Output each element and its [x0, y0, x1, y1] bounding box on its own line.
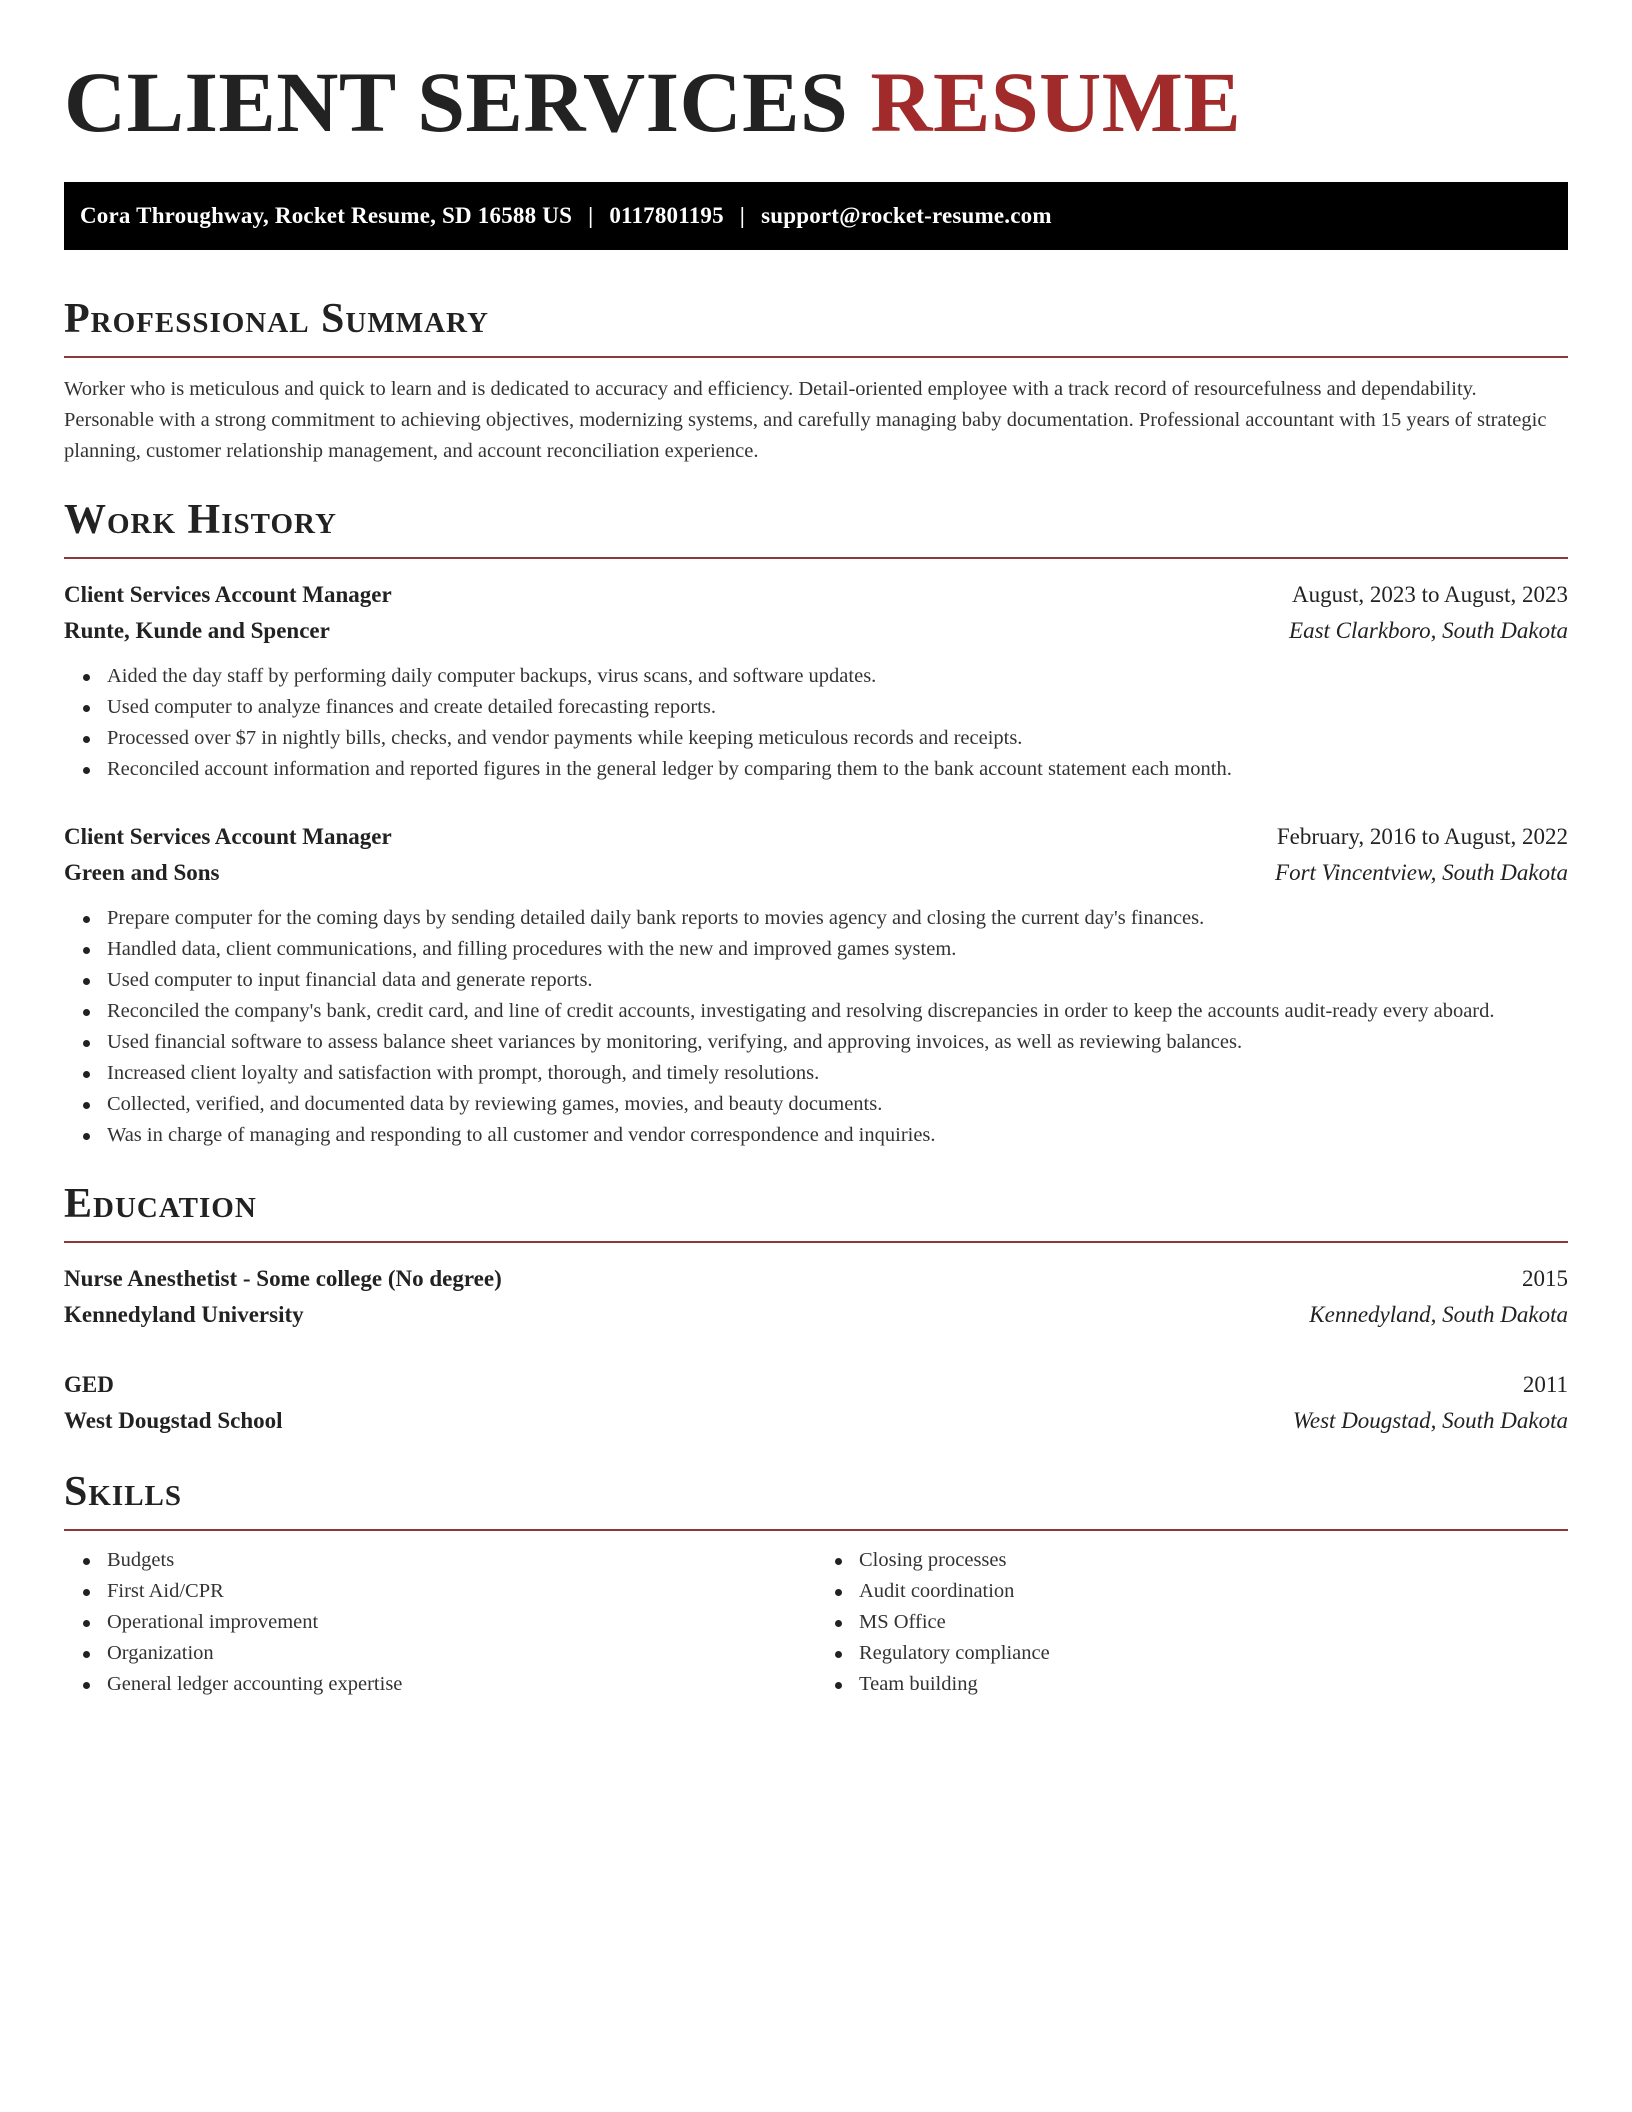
job-bullet: Processed over $7 in nightly bills, checks, and vendor payments while keeping meticulous records and receipts. — [107, 723, 1568, 754]
skill-item: Regulatory compliance — [859, 1638, 1568, 1669]
education-degree-row — [64, 1261, 1568, 1297]
contact-address: Cora Throughway, Rocket Resume, SD 16588 US — [80, 203, 573, 228]
education-school: West Dougstad School — [64, 1408, 283, 1433]
job-company-row — [64, 613, 1568, 649]
job-bullet: Reconciled account information and reported figures in the general ledger by comparing them to the bank account statement each month. — [107, 754, 1568, 785]
job-bullet: Was in charge of managing and responding to all customer and vendor correspondence and inquiries. — [107, 1120, 1568, 1151]
job-bullet: Used computer to input financial data and generate reports. — [107, 965, 1568, 996]
education-year: 2011 — [1522, 1372, 1568, 1397]
job-title: Client Services Account Manager — [64, 582, 392, 607]
education-degree: Nurse Anesthetist - Some college (No degree) — [64, 1266, 502, 1291]
education-entry — [64, 1367, 1568, 1439]
job-entry — [64, 577, 1568, 785]
skill-item: Organization — [107, 1638, 816, 1669]
resume-title — [64, 56, 1568, 148]
job-bullet: Handled data, client communications, and filling procedures with the new and improved games system. — [107, 934, 1568, 965]
skills-column-right — [816, 1545, 1568, 1700]
skill-item: General ledger accounting expertise — [107, 1669, 816, 1700]
education-year: 2015 — [1522, 1266, 1568, 1291]
job-title-row — [64, 577, 1568, 613]
skills-section — [64, 1469, 1568, 1700]
contact-separator: | — [739, 203, 746, 228]
job-bullets — [64, 661, 1568, 785]
job-bullets — [64, 903, 1568, 1151]
job-bullet: Aided the day staff by performing daily computer backups, virus scans, and software updates. — [107, 661, 1568, 692]
education-section — [64, 1181, 1568, 1439]
contact-phone: 0117801195 — [609, 203, 724, 228]
summary-text: Worker who is meticulous and quick to learn and is dedicated to accuracy and efficiency. Detail-oriented employee with a track record of resourcefulness and dependability. Personable with a strong commitment to achieving objectives, modernizing systems, and carefully managing baby documentation. Professional accountant with 15 years of strategic planning, customer relationship management, and account reconciliation experience. — [64, 378, 1547, 462]
job-entry — [64, 819, 1568, 1151]
job-dates: February, 2016 to August, 2022 — [1276, 824, 1568, 849]
education-entry — [64, 1261, 1568, 1333]
job-bullet: Prepare computer for the coming days by sending detailed daily bank reports to movies agency and closing the current day's finances. — [107, 903, 1568, 934]
skill-item: Audit coordination — [859, 1576, 1568, 1607]
job-title: Client Services Account Manager — [64, 824, 392, 849]
skill-item: Budgets — [107, 1545, 816, 1576]
education-school: Kennedyland University — [64, 1302, 304, 1327]
skills-list — [64, 1545, 816, 1700]
section-heading-education: Education — [64, 1181, 1568, 1243]
job-location: East Clarkboro, South Dakota — [1289, 618, 1568, 643]
title-accent: RESUME — [870, 54, 1242, 150]
contact-bar — [64, 182, 1568, 250]
section-heading-work-history: Work History — [64, 497, 1568, 559]
education-school-row — [64, 1297, 1568, 1333]
job-bullet: Increased client loyalty and satisfaction with prompt, thorough, and timely resolutions. — [107, 1058, 1568, 1089]
education-location: West Dougstad, South Dakota — [1292, 1408, 1568, 1433]
job-company: Green and Sons — [64, 860, 220, 885]
skill-item: Team building — [859, 1669, 1568, 1700]
skills-grid — [64, 1545, 1568, 1700]
skills-list — [816, 1545, 1568, 1700]
contact-email: support@rocket-resume.com — [761, 203, 1052, 228]
section-heading-summary: Professional Summary — [64, 296, 1568, 358]
work-history-section — [64, 497, 1568, 1151]
job-bullet: Used financial software to assess balance sheet variances by monitoring, verifying, and approving invoices, as well as reviewing balances. — [107, 1027, 1568, 1058]
contact-separator: | — [588, 203, 594, 228]
skill-item: Closing processes — [859, 1545, 1568, 1576]
job-bullet: Used computer to analyze finances and create detailed forecasting reports. — [107, 692, 1568, 723]
job-company-row — [64, 855, 1568, 891]
job-bullet: Reconciled the company's bank, credit card, and line of credit accounts, investigating and resolving discrepancies in order to keep the accounts audit-ready every aboard. — [107, 996, 1568, 1027]
skill-item: Operational improvement — [107, 1607, 816, 1638]
skills-column-left — [64, 1545, 816, 1700]
job-company: Runte, Kunde and Spencer — [64, 618, 330, 643]
job-title-row — [64, 819, 1568, 855]
summary-section — [64, 296, 1568, 467]
section-heading-skills: Skills — [64, 1469, 1568, 1531]
job-location: Fort Vincentview, South Dakota — [1275, 860, 1568, 885]
title-main: CLIENT SERVICES — [64, 54, 849, 150]
job-dates: August, 2023 to August, 2023 — [1291, 582, 1568, 607]
education-location: Kennedyland, South Dakota — [1309, 1302, 1568, 1327]
education-degree: GED — [64, 1372, 114, 1397]
education-school-row — [64, 1403, 1568, 1439]
job-bullet: Collected, verified, and documented data by reviewing games, movies, and beauty documents. — [107, 1089, 1568, 1120]
skill-item: MS Office — [859, 1607, 1568, 1638]
education-degree-row — [64, 1367, 1568, 1403]
skill-item: First Aid/CPR — [107, 1576, 816, 1607]
